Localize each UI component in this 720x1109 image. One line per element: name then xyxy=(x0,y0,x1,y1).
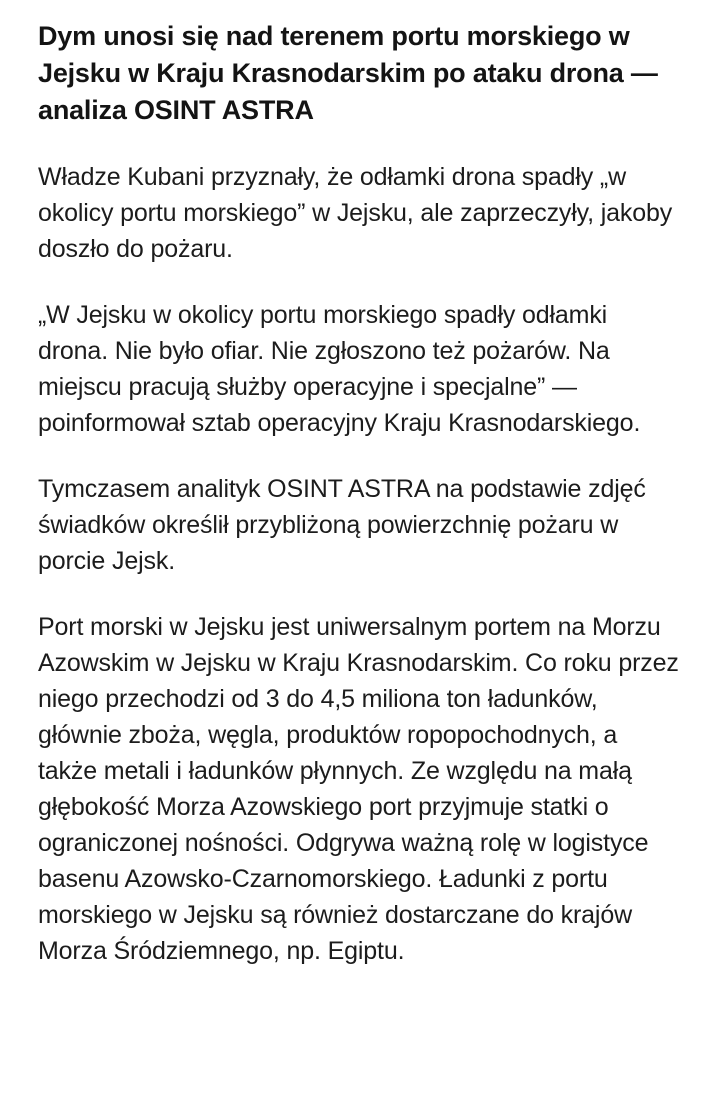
article-paragraph: Władze Kubani przyznały, że odłamki drona spadły „w okolicy portu morskiego” w Jejsku, ale zaprzeczyły, jakoby doszło do pożaru. xyxy=(38,163,673,263)
article-paragraph: Tymczasem analityk OSINT ASTRA na podstawie zdjęć świadków określił przybliżoną powierzchnię pożaru w porcie Jejsk. xyxy=(38,475,646,575)
article-paragraph: „W Jejsku w okolicy portu morskiego spadły odłamki drona. Nie było ofiar. Nie zgłoszono też pożarów. Na miejscu pracują służby operacyjne i specjalne” — poinformował sztab operacyjny Kraju Krasnodarskiego. xyxy=(38,301,641,437)
page-title: Dym unosi się nad terenem portu morskiego w Jejsku w Kraju Krasnodarskim po ataku drona — analiza OSINT ASTRA xyxy=(38,21,658,125)
article-paragraph: Port morski w Jejsku jest uniwersalnym portem na Morzu Azowskim w Jejsku w Kraju Krasnodarskim. Co roku przez niego przechodzi od 3 do 4,5 miliona ton ładunków, głównie zboża, węgla, produktów ropopochodnych, a także metali i ładunków płynnych. Ze względu na małą głębokość Morza Azowskiego port przyjmuje statki o ograniczonej nośności. Odgrywa ważną rolę w logistyce basenu Azowsko-Czarnomorskiego. Ładunki z portu morskiego w Jejsku są również dostarczane do krajów Morza Śródziemnego, np. Egiptu. xyxy=(38,613,679,965)
